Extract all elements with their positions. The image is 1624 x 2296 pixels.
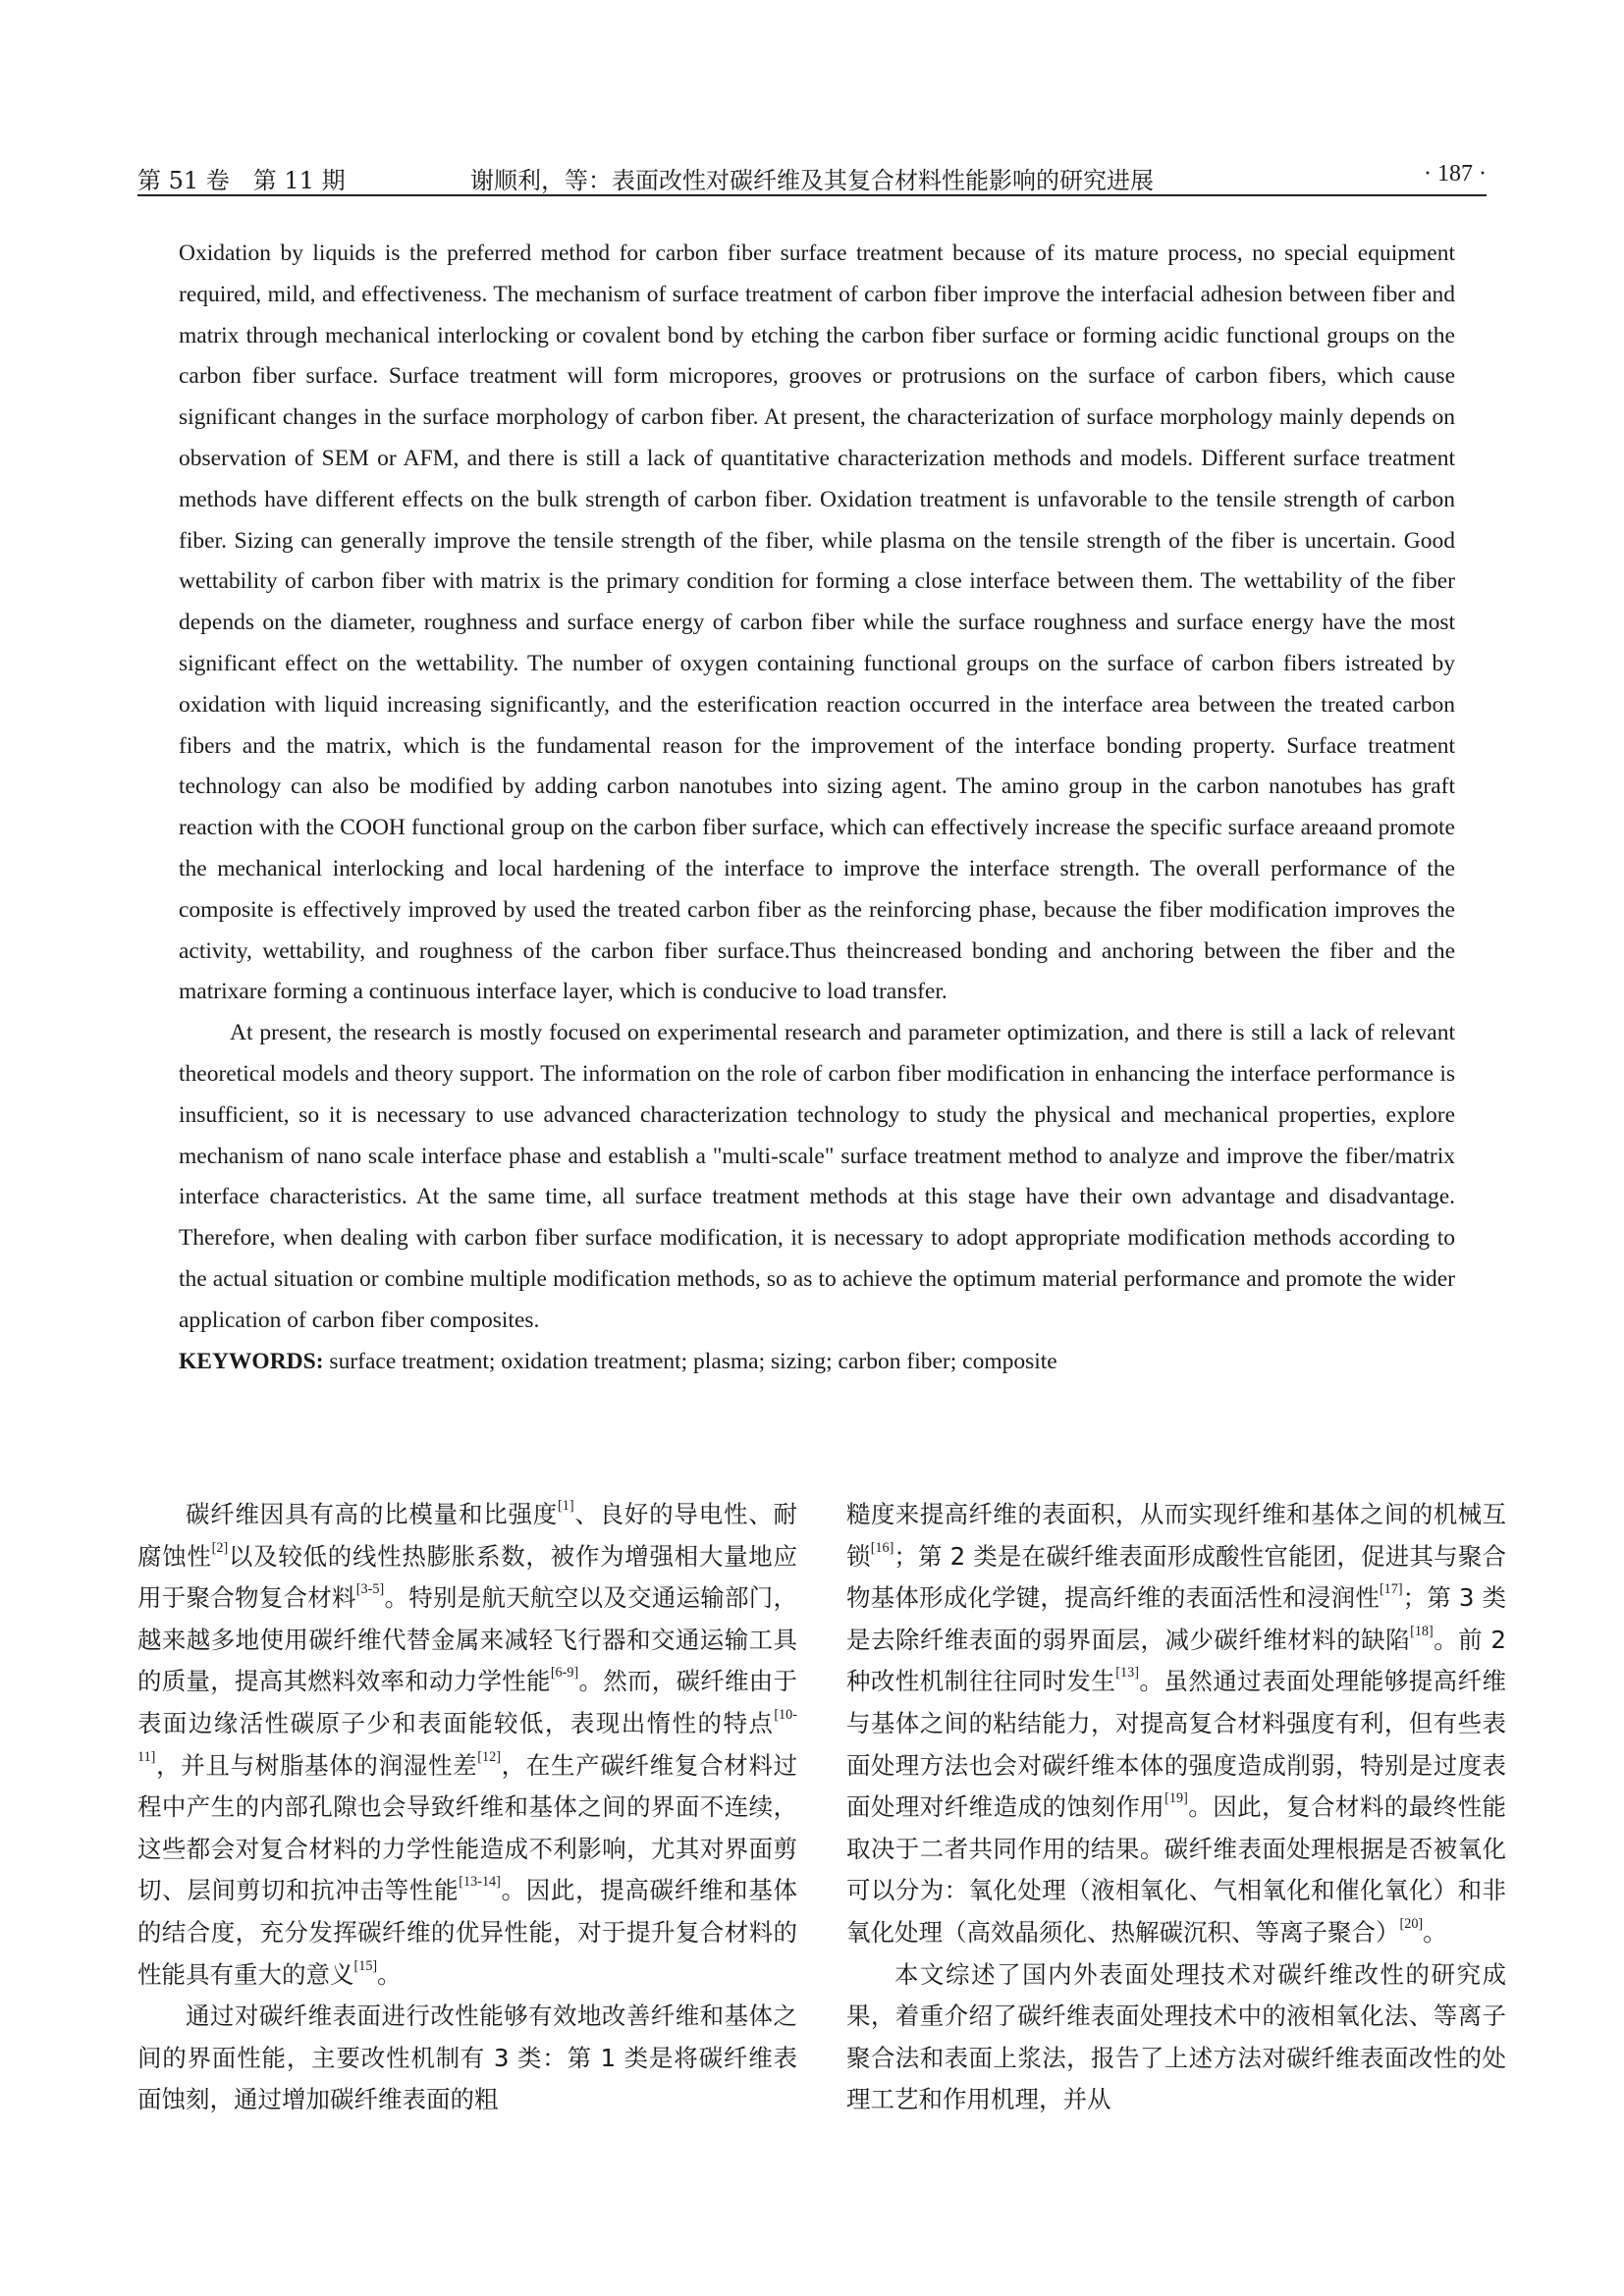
body-text: 以及较低的线性热膨胀系数，被作为增强相大量地应用于聚合物复合材料 [137, 1541, 798, 1613]
body-paragraph: 本文综述了国内外表面处理技术对碳纤维改性的研究成果，着重介绍了碳纤维表面处理技术中的液相氧化法、等离子聚合法和表面上浆法，报告了上述方法对碳纤维表面改性的处理工艺和作用机理，并从 [846, 1959, 1506, 2114]
citation-ref: [13] [1115, 1665, 1139, 1682]
keywords-text: surface treatment; oxidation treatment; plasma; sizing; carbon fiber; composite [323, 1348, 1057, 1374]
citation-ref: [2] [211, 1539, 229, 1556]
keywords-label: KEYWORDS: [179, 1348, 324, 1374]
body-text: 。虽然通过表面处理能够提高纤维与基体之间的粘结能力，对提高复合材料强度有利，但有些表面处理方法也会对碳纤维本体的强度造成削弱，特别是过度表面处理对纤维造成的蚀刻作用 [846, 1667, 1507, 1822]
body-text: ，在生产碳纤维复合材料过程中产生的内部孔隙也会导致纤维和基体之间的界面不连续，这些都会对复合材料的力学性能造成不利影响，尤其对界面剪切、层间剪切和抗冲击等性能 [137, 1750, 798, 1905]
citation-ref: [20] [1399, 1916, 1424, 1933]
citation-ref: [13-14] [459, 1874, 501, 1891]
citation-ref: [3-5] [355, 1581, 385, 1598]
body-text: 。前 2 种改性机制往往同时发生 [846, 1625, 1506, 1696]
page-number: · 187 · [1424, 161, 1487, 187]
body-text: 。特别是航天航空以及交通运输部门，越来越多地使用碳纤维代替金属来减轻飞行器和交通运输工具的质量，提高其燃料效率和动力学性能 [137, 1583, 798, 1696]
body-text: 碳纤维因具有高的比模量和比强度 [186, 1500, 559, 1528]
body-text: 。然而，碳纤维由于表面边缘活性碳原子少和表面能较低，表现出惰性的特点 [137, 1667, 798, 1737]
citation-ref: [18] [1410, 1624, 1434, 1639]
body-text: 。因此，复合材料的最终性能取决于二者共同作用的结果。碳纤维表面处理根据是否被氧化可以分为：氧化处理（液相氧化、气相氧化和催化氧化）和非氧化处理（高效晶须化、热解碳沉积、等离子聚合） [846, 1792, 1507, 1947]
body-paragraph [137, 1494, 797, 1996]
body-text: ；第 2 类是在碳纤维表面形成酸性官能团，促进其与聚合物基体形成化学键，提高纤维的表面活性和浸润性 [846, 1541, 1506, 1613]
body-text: ；第 3 类是去除纤维表面的弱界面层，减少碳纤维材料的缺陷 [846, 1583, 1506, 1654]
citation-ref: [17] [1379, 1581, 1403, 1598]
body-text: 。因此，提高碳纤维和基体的结合度，充分发挥碳纤维的优异性能，对于提升复合材料的性能具有重大的意义 [137, 1876, 798, 1989]
body-text: 、良好的导电性、耐腐蚀性 [137, 1500, 798, 1571]
body-text: 。 [377, 1959, 402, 1989]
running-title: 谢顺利，等：表面改性对碳纤维及其复合材料性能影响的研究进展 [470, 167, 1154, 194]
body-text: 糙度来提高纤维的表面积，从而实现纤维和基体之间的机械互锁 [846, 1500, 1506, 1571]
keywords [179, 1342, 1455, 1383]
citation-ref: [19] [1164, 1790, 1188, 1807]
body-column-right [846, 1494, 1506, 2121]
body-paragraph [846, 1494, 1506, 1954]
citation-ref: [15] [353, 1957, 378, 1974]
body-paragraph: 通过对碳纤维表面进行改性能够有效地改善纤维和基体之间的界面性能，主要改性机制有 3 类：第 1 类是将碳纤维表面蚀刻，通过增加碳纤维表面的粗 [137, 2002, 797, 2114]
abstract-paragraph-2: At present, the research is mostly focused on experimental research and parameter optimization, and there is still a lack of relevant theoretical models and theory support. The information on the role of carbon fiber modification in enhancing the interface performance is insufficient, so it is necessary to use advanced characterization technology to study the physical and mechanical properties, explore mechanism of nano scale interface phase and establish a "multi-scale" surface treatment method to analyze and improve the fiber/matrix interface characteristics. At the same time, all surface treatment methods at this stage have their own advantage and disadvantage. Therefore, when dealing with carbon fiber surface modification, it is necessary to adopt appropriate modification methods according to the actual situation or combine multiple modification methods, so as to achieve the optimum material performance and promote the wider application of carbon fiber composites. [179, 1020, 1455, 1333]
body-text: ，并且与树脂基体的润湿性差 [155, 1750, 478, 1780]
citation-ref: [16] [870, 1539, 894, 1556]
citation-ref: [10-11] [137, 1707, 797, 1765]
running-header [137, 157, 1487, 196]
volume-issue: 第 51 卷 第 11 期 [137, 167, 346, 194]
citation-ref: [1] [558, 1498, 574, 1515]
abstract-paragraph-1: Oxidation by liquids is the preferred method for carbon fiber surface treatment because of its mature process, no special equipment required, mild, and effectiveness. The mechanism of surface treatment of carbon fiber improve the interfacial adhesion between fiber and matrix through mechanical interlocking or covalent bond by etching the carbon fiber surface or forming acidic functional groups on the carbon fiber surface. Surface treatment will form micropores, grooves or protrusions on the surface of carbon fibers, which cause significant changes in the surface morphology of carbon fiber. At present, the characterization of surface morphology mainly depends on observation of SEM or AFM, and there is still a lack of quantitative characterization methods and models. Different surface treatment methods have different effects on the bulk strength of carbon fiber. Oxidation treatment is unfavorable to the tensile strength of carbon fiber. Sizing can generally improve the tensile strength of the fiber, while plasma on the tensile strength of the fiber is uncertain. Good wettability of carbon fiber with matrix is the primary condition for forming a close interface between them. The wettability of the fiber depends on the diameter, roughness and surface energy of carbon fiber while the surface roughness and surface energy have the most significant effect on the wettability. The number of oxygen containing functional groups on the surface of carbon fibers istreated by oxidation with liquid increasing significantly, and the esterification reaction occurred in the interface area between the treated carbon fibers and the matrix, which is the fundamental reason for the improvement of the interface bonding property. Surface treatment technology can also be modified by adding carbon nanotubes into sizing agent. The amino group in the carbon nanotubes has graft reaction with the COOH functional group on the carbon fiber surface, which can effectively increase the specific surface areaand promote the mechanical interlocking and local hardening of the interface to improve the interface strength. The overall performance of the composite is effectively improved by used the treated carbon fiber as the reinforcing phase, because the fiber modification improves the activity, wettability, and roughness of the carbon fiber surface.Thus theincreased bonding and anchoring between the fiber and the matrixare forming a continuous interface layer, which is conducive to load transfer. [179, 240, 1455, 1005]
body-text: 。 [1423, 1917, 1447, 1947]
citation-ref: [12] [477, 1748, 501, 1765]
citation-ref: [6-9] [550, 1665, 579, 1682]
english-abstract [179, 234, 1455, 1382]
body-column-left [137, 1494, 797, 2121]
